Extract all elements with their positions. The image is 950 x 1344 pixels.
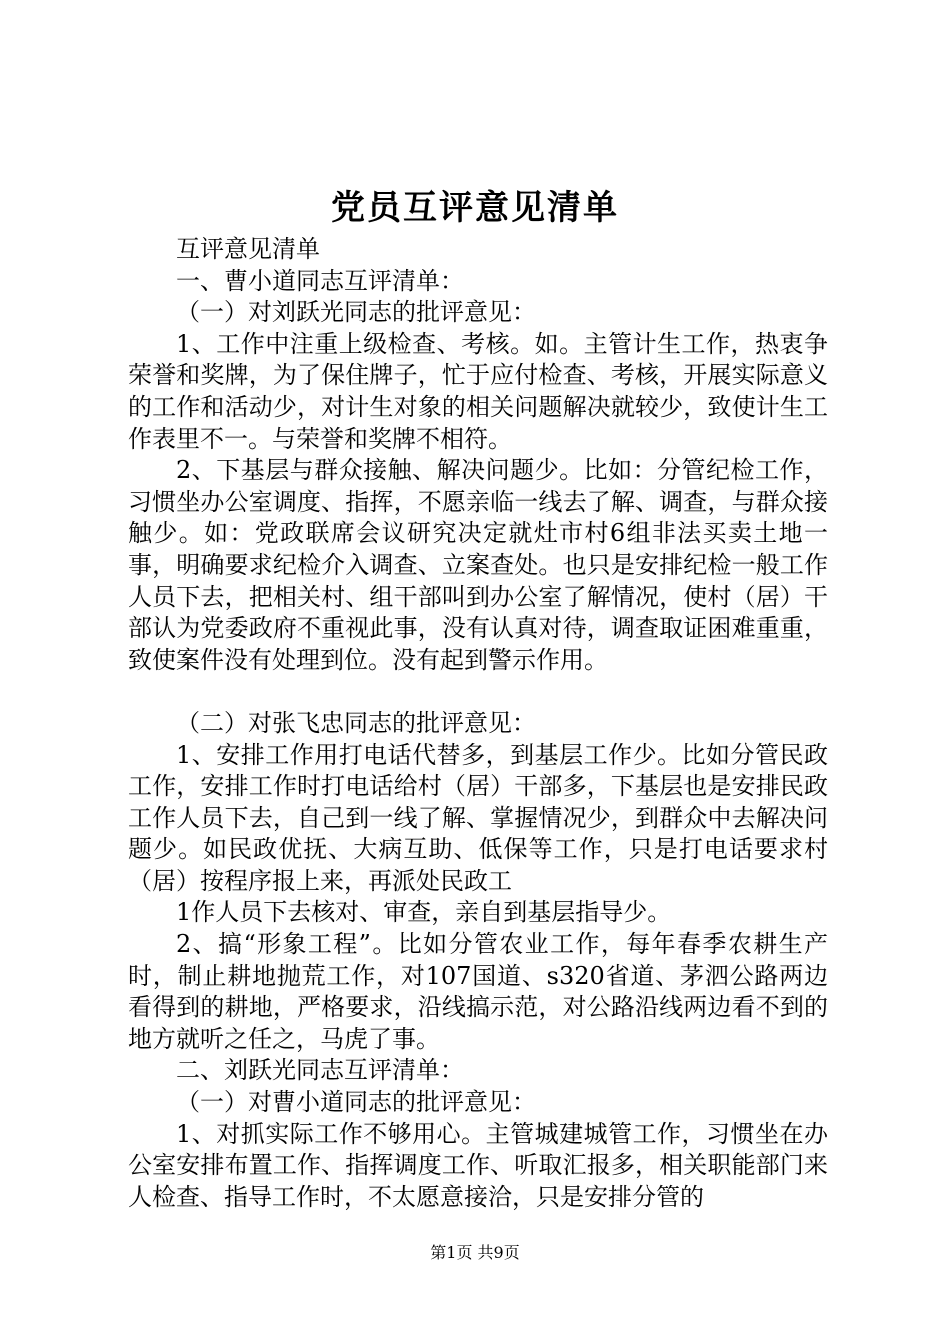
paragraph: 1、对抓实际工作不够用心。主管城建城管工作，习惯坐在办公室安排布置工作、指挥调度工作、听取汇报多，相关职能部门来人检查、指导工作时，不太愿意接洽，只是安排分管的 bbox=[128, 1119, 828, 1211]
paragraph: 2、搞“形象工程”。比如分管农业工作，每年春季农耕生产时，制止耕地抛荒工作，对107国道、s320省道、茅泗公路两边看得到的耕地，严格要求，沿线搞示范，对公路沿线两边看不到的地方就听之任之，马虎了事。 bbox=[128, 930, 828, 1053]
section-heading-1: 一、曹小道同志互评清单： bbox=[176, 266, 464, 295]
subsection-heading-1-2: （二）对张飞忠同志的批评意见： bbox=[176, 708, 536, 737]
paragraph: 2、下基层与群众接触、解决问题少。比如：分管纪检工作，习惯坐办公室调度、指挥，不愿亲临一线去了解、调查，与群众接触少。如：党政联席会议研究决定就灶市村6组非法买卖土地一事，明确要求纪检介入调查、立案查处。也只是安排纪检一般工作人员下去，把相关村、组干部叫到办公室了解情况，使村（居）干部认为党委政府不重视此事，没有认真对待，调查取证困难重重，致使案件没有处理到位。没有起到警示作用。 bbox=[128, 456, 828, 674]
subsection-heading-1-1: （一）对刘跃光同志的批评意见： bbox=[176, 298, 536, 327]
paragraph-heading: 互评意见清单 bbox=[176, 235, 320, 263]
section-heading-2: 二、刘跃光同志互评清单： bbox=[176, 1056, 464, 1085]
paragraph: 1、安排工作用打电话代替多，到基层工作少。比如分管民政工作，安排工作时打电话给村（居）干部多，下基层也是安排民政工作人员下去，自己到一线了解、掌握情况少，到群众中去解决问题少。如民政优抚、大病互助、低保等工作，只是打电话要求村（居）按程序报上来，再派处民政工 bbox=[128, 740, 828, 895]
document-body bbox=[128, 234, 828, 1213]
paragraph: 1作人员下去核对、审查，亲自到基层指导少。 bbox=[176, 898, 672, 927]
page-footer: 第1页 共9页 bbox=[430, 1243, 520, 1262]
paragraph: 1、工作中注重上级检查、考核。如。主管计生工作，热衷争荣誉和奖牌，为了保住牌子，忙于应付检查、考核，开展实际意义的工作和活动少，对计生对象的相关问题解决就较少，致使计生工作表里不一。与荣誉和奖牌不相符。 bbox=[128, 329, 828, 453]
document-title: 党员互评意见清单 bbox=[331, 188, 619, 228]
subsection-heading-2-1: （一）对曹小道同志的批评意见： bbox=[176, 1088, 536, 1117]
